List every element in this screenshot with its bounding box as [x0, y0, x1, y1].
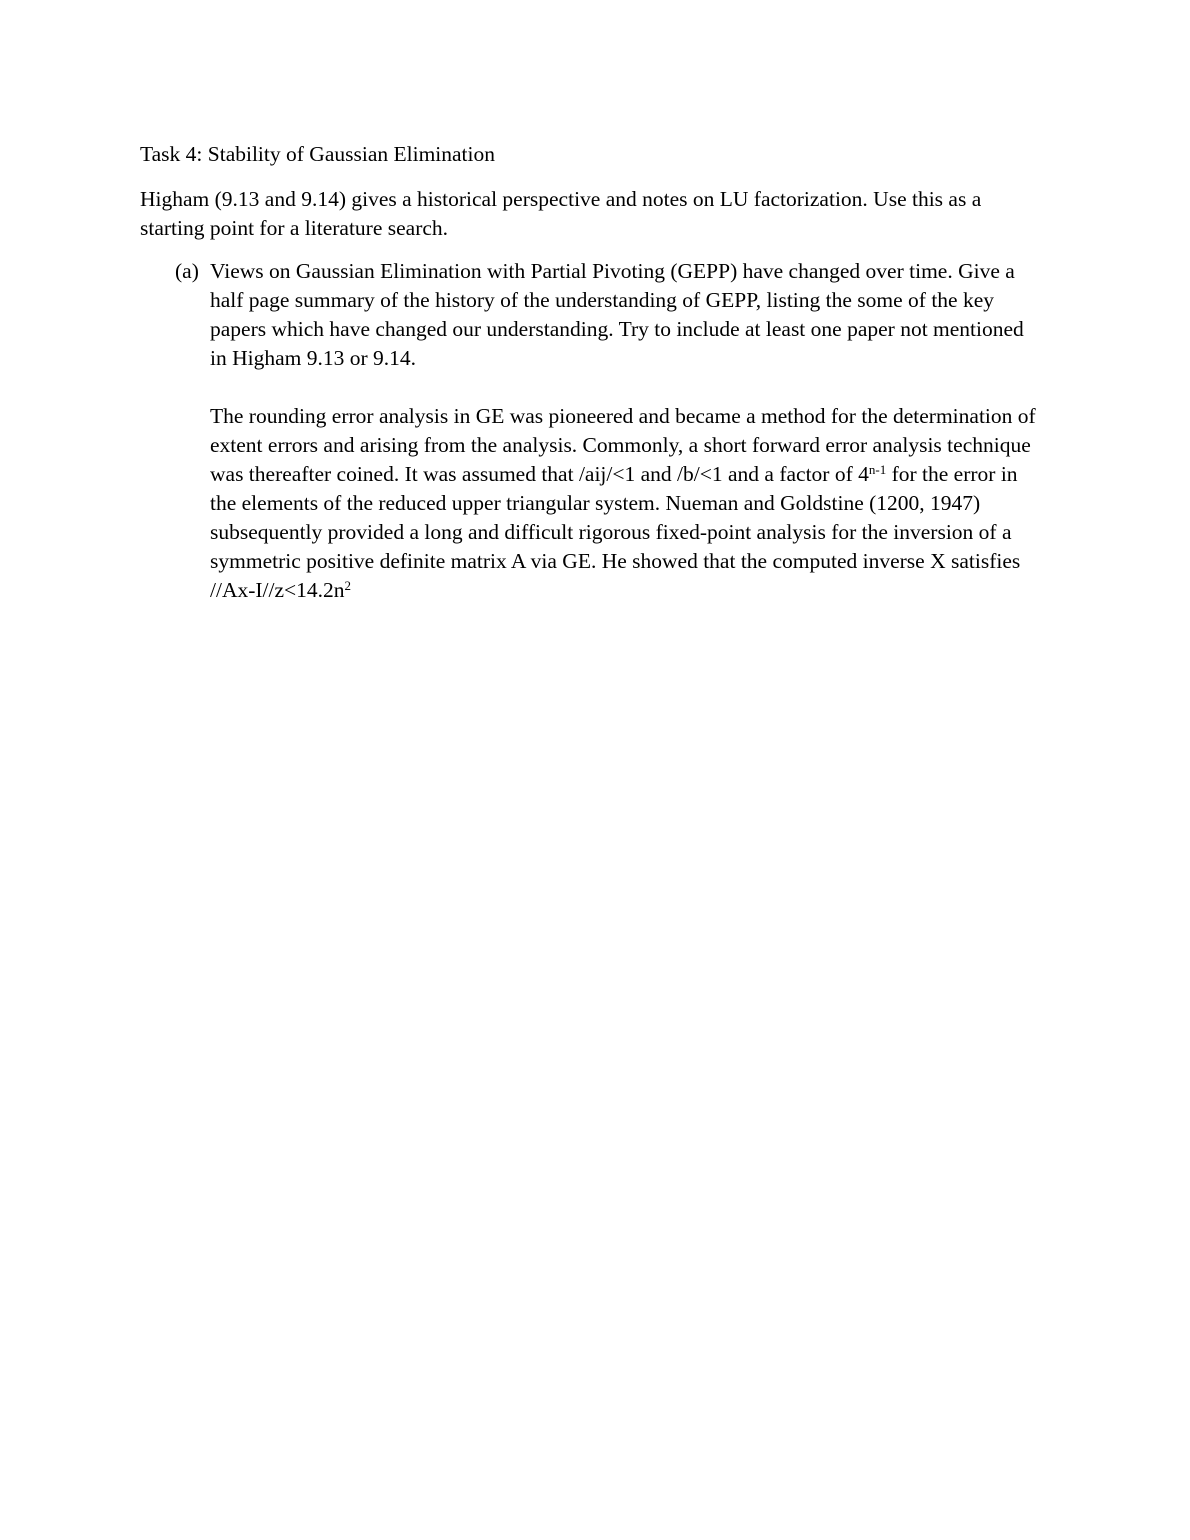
list-item-body — [210, 257, 1045, 605]
superscript-exponent-1: n-1 — [868, 462, 887, 477]
list-marker: (a) — [175, 259, 199, 283]
task-title: Task 4: Stability of Gaussian Elimination — [140, 142, 496, 166]
answer-text-part1: The rounding error analysis in GE was pioneered and became a method for the determination of extent errors and arising from the analysis. Commonly, a short forward error analysis technique was thereafter coined. It was assumed that /aij/<1 and /b/<1 and a factor of 4 — [210, 404, 1036, 486]
answer-text-part2: for the error in the elements of the reduced upper triangular system. Nueman and Goldstine (1200, 1947) subsequently provided a long and difficult rigorous fixed-point analysis for the inversion of a symmetric positive definite matrix A via GE. He showed that the computed inverse X satisfies //Ax-I//z<14.2n — [210, 462, 1021, 602]
document-content — [140, 140, 1045, 605]
list-item-a — [140, 257, 1045, 605]
answer-paragraph — [210, 402, 1045, 605]
intro-paragraph: Higham (9.13 and 9.14) gives a historical perspective and notes on LU factorization. Use this as a starting point for a literature search. — [140, 187, 982, 240]
question-text: Views on Gaussian Elimination with Partial Pivoting (GEPP) have changed over time. Give a half page summary of the history of the understanding of GEPP, listing the some of the key papers which have changed our understanding. Try to include at least one paper not mentioned in Higham 9.13 or 9.14. — [210, 259, 1024, 370]
superscript-exponent-2: 2 — [344, 578, 352, 593]
